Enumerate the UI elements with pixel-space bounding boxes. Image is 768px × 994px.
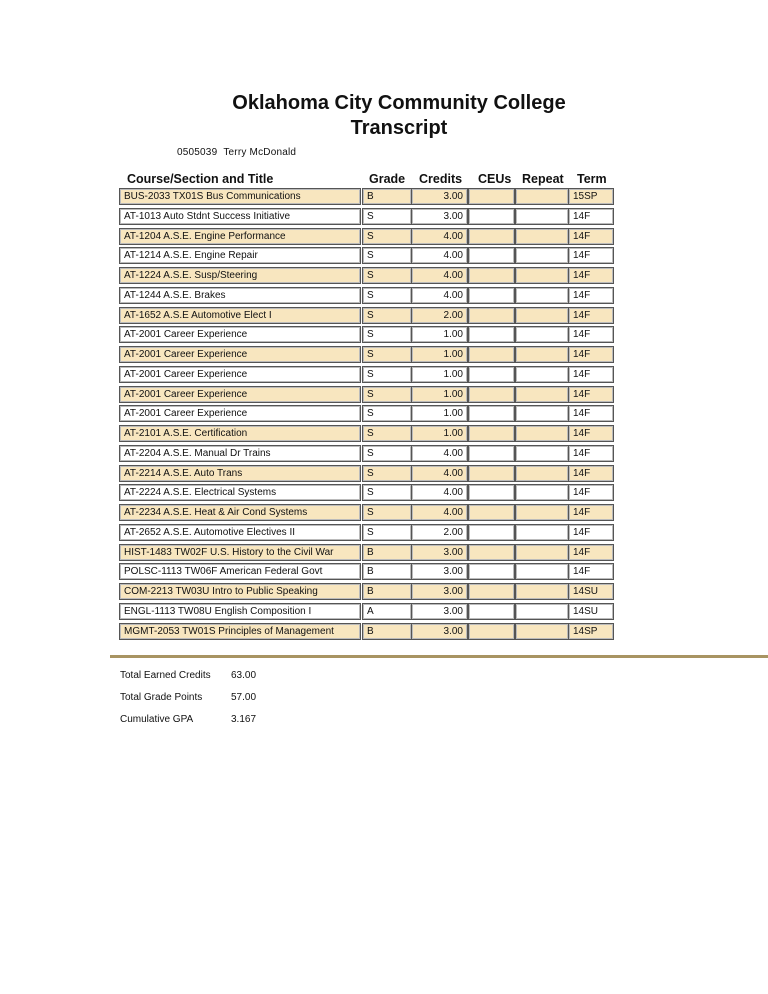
repeat-cell (515, 346, 569, 363)
grade-cell: S (362, 228, 412, 245)
course-cell: COM-2213 TW03U Intro to Public Speaking (119, 583, 361, 600)
student-id: 0505039 (177, 147, 218, 158)
credits-cell: 3.00 (411, 544, 468, 561)
course-cell: POLSC-1113 TW06F American Federal Govt (119, 563, 361, 580)
term-cell: 14SU (568, 583, 614, 600)
term-cell: 14F (568, 267, 614, 284)
term-cell: 14F (568, 346, 614, 363)
grade-cell: S (362, 504, 412, 521)
document-title: Transcript (350, 117, 448, 139)
repeat-cell (515, 247, 569, 264)
credits-cell: 4.00 (411, 267, 468, 284)
grade-cell: S (362, 386, 412, 403)
term-cell: 14F (568, 287, 614, 304)
header-credits: Credits (419, 172, 463, 186)
ceus-cell (468, 208, 515, 225)
repeat-cell (515, 563, 569, 580)
separator-line (110, 655, 768, 658)
term-cell: 14F (568, 425, 614, 442)
repeat-cell (515, 544, 569, 561)
repeat-cell (515, 208, 569, 225)
credits-cell: 2.00 (411, 524, 468, 541)
credits-cell: 4.00 (411, 247, 468, 264)
credits-cell: 4.00 (411, 228, 468, 245)
ceus-cell (468, 603, 515, 620)
header-ceus: CEUs (478, 172, 512, 186)
term-cell: 14F (568, 208, 614, 225)
term-cell: 14F (568, 504, 614, 521)
header-course: Course/Section and Title (127, 172, 274, 186)
course-cell: AT-2234 A.S.E. Heat & Air Cond Systems (119, 504, 361, 521)
ceus-cell (468, 504, 515, 521)
header-grade: Grade (369, 172, 406, 186)
grade-cell: S (362, 247, 412, 264)
repeat-cell (515, 623, 569, 640)
summary-value: 3.167 (231, 714, 257, 725)
grade-cell: S (362, 287, 412, 304)
credits-cell: 4.00 (411, 465, 468, 482)
grade-cell: S (362, 366, 412, 383)
course-cell: AT-2214 A.S.E. Auto Trans (119, 465, 361, 482)
term-cell: 14F (568, 484, 614, 501)
ceus-cell (468, 524, 515, 541)
ceus-cell (468, 188, 515, 205)
summary-value: 57.00 (231, 692, 257, 703)
header-repeat: Repeat (522, 172, 564, 186)
ceus-cell (468, 228, 515, 245)
credits-cell: 1.00 (411, 326, 468, 343)
course-cell: AT-2001 Career Experience (119, 346, 361, 363)
summary-row (120, 714, 257, 725)
term-cell: 14F (568, 524, 614, 541)
ceus-cell (468, 267, 515, 284)
credits-cell: 1.00 (411, 386, 468, 403)
repeat-cell (515, 484, 569, 501)
ceus-cell (468, 583, 515, 600)
course-cell: AT-2001 Career Experience (119, 326, 361, 343)
repeat-cell (515, 504, 569, 521)
repeat-cell (515, 366, 569, 383)
course-cell: AT-1224 A.S.E. Susp/Steering (119, 267, 361, 284)
repeat-cell (515, 267, 569, 284)
grade-cell: S (362, 445, 412, 462)
term-cell: 14F (568, 445, 614, 462)
course-cell: MGMT-2053 TW01S Principles of Management (119, 623, 361, 640)
grade-cell: S (362, 524, 412, 541)
credits-cell: 3.00 (411, 563, 468, 580)
ceus-cell (468, 484, 515, 501)
grade-cell: S (362, 307, 412, 324)
grade-cell: S (362, 208, 412, 225)
term-cell: 14SU (568, 603, 614, 620)
term-cell: 14F (568, 307, 614, 324)
summary-label: Cumulative GPA (120, 714, 194, 725)
ceus-cell (468, 563, 515, 580)
term-cell: 14F (568, 366, 614, 383)
ceus-cell (468, 326, 515, 343)
ceus-cell (468, 247, 515, 264)
term-cell: 14F (568, 465, 614, 482)
course-cell: AT-1214 A.S.E. Engine Repair (119, 247, 361, 264)
grade-cell: S (362, 425, 412, 442)
credits-cell: 1.00 (411, 346, 468, 363)
summary-row (120, 670, 257, 681)
grade-cell: B (362, 188, 412, 205)
term-cell: 14F (568, 386, 614, 403)
ceus-cell (468, 623, 515, 640)
credits-cell: 3.00 (411, 208, 468, 225)
repeat-cell (515, 603, 569, 620)
term-cell: 14SP (568, 623, 614, 640)
grade-cell: B (362, 563, 412, 580)
course-cell: AT-2204 A.S.E. Manual Dr Trains (119, 445, 361, 462)
credits-cell: 3.00 (411, 188, 468, 205)
grade-cell: B (362, 583, 412, 600)
repeat-cell (515, 287, 569, 304)
term-cell: 15SP (568, 188, 614, 205)
course-cell: AT-2652 A.S.E. Automotive Electives II (119, 524, 361, 541)
ceus-cell (468, 386, 515, 403)
ceus-cell (468, 307, 515, 324)
ceus-cell (468, 445, 515, 462)
credits-cell: 3.00 (411, 583, 468, 600)
term-cell: 14F (568, 563, 614, 580)
repeat-cell (515, 307, 569, 324)
course-cell: AT-1652 A.S.E Automotive Elect I (119, 307, 361, 324)
repeat-cell (515, 386, 569, 403)
grade-cell: S (362, 346, 412, 363)
credits-cell: 4.00 (411, 287, 468, 304)
grade-cell: B (362, 623, 412, 640)
ceus-cell (468, 465, 515, 482)
college-title: Oklahoma City Community College (232, 92, 566, 114)
course-cell: ENGL-1113 TW08U English Composition I (119, 603, 361, 620)
term-cell: 14F (568, 405, 614, 422)
ceus-cell (468, 287, 515, 304)
summary-value: 63.00 (231, 670, 257, 681)
grade-cell: S (362, 484, 412, 501)
credits-cell: 4.00 (411, 484, 468, 501)
grade-cell: S (362, 326, 412, 343)
repeat-cell (515, 405, 569, 422)
repeat-cell (515, 445, 569, 462)
credits-cell: 2.00 (411, 307, 468, 324)
credits-cell: 1.00 (411, 405, 468, 422)
term-cell: 14F (568, 544, 614, 561)
repeat-cell (515, 188, 569, 205)
credits-cell: 1.00 (411, 366, 468, 383)
grade-cell: S (362, 405, 412, 422)
summary-label: Total Earned Credits (120, 670, 211, 681)
course-cell: BUS-2033 TX01S Bus Communications (119, 188, 361, 205)
repeat-cell (515, 326, 569, 343)
credits-cell: 1.00 (411, 425, 468, 442)
summary-label: Total Grade Points (120, 692, 203, 703)
ceus-cell (468, 405, 515, 422)
course-cell: AT-2224 A.S.E. Electrical Systems (119, 484, 361, 501)
header-term: Term (577, 172, 607, 186)
course-cell: AT-1204 A.S.E. Engine Performance (119, 228, 361, 245)
repeat-cell (515, 465, 569, 482)
term-cell: 14F (568, 247, 614, 264)
credits-cell: 4.00 (411, 504, 468, 521)
grade-cell: S (362, 465, 412, 482)
credits-cell: 3.00 (411, 623, 468, 640)
student-name: Terry McDonald (223, 147, 297, 158)
term-cell: 14F (568, 326, 614, 343)
term-cell: 14F (568, 228, 614, 245)
credits-cell: 3.00 (411, 603, 468, 620)
ceus-cell (468, 544, 515, 561)
ceus-cell (468, 366, 515, 383)
course-cell: AT-1244 A.S.E. Brakes (119, 287, 361, 304)
grade-cell: A (362, 603, 412, 620)
summary-row (120, 692, 257, 703)
grade-cell: S (362, 267, 412, 284)
course-cell: AT-2001 Career Experience (119, 366, 361, 383)
ceus-cell (468, 346, 515, 363)
course-cell: HIST-1483 TW02F U.S. History to the Civil War (119, 544, 361, 561)
repeat-cell (515, 425, 569, 442)
repeat-cell (515, 228, 569, 245)
repeat-cell (515, 524, 569, 541)
course-cell: AT-2101 A.S.E. Certification (119, 425, 361, 442)
course-cell: AT-2001 Career Experience (119, 386, 361, 403)
student-info (177, 147, 302, 158)
ceus-cell (468, 425, 515, 442)
credits-cell: 4.00 (411, 445, 468, 462)
course-cell: AT-1013 Auto Stdnt Success Initiative (119, 208, 361, 225)
course-cell: AT-2001 Career Experience (119, 405, 361, 422)
repeat-cell (515, 583, 569, 600)
grade-cell: B (362, 544, 412, 561)
